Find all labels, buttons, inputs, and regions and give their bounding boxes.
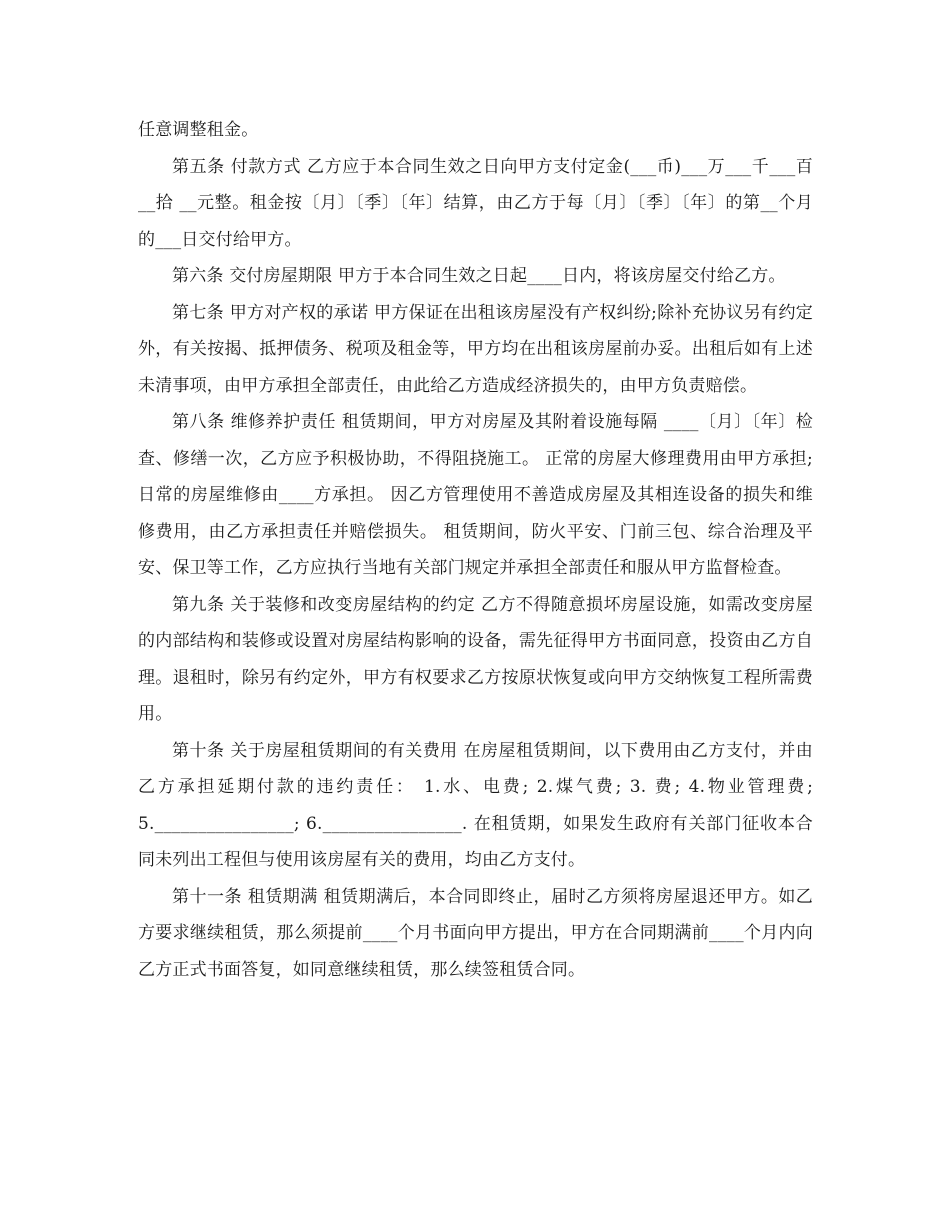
paragraph-continuation: 任意调整租金。: [138, 120, 259, 140]
paragraph-article-6-delivery: 第六条 交付房屋期限 甲方于本合同生效之日起____日内，将该房屋交付给乙方。: [172, 266, 786, 286]
paragraph-article-7-property-rights: 第七条 甲方对产权的承诺 甲方保证在出租该房屋没有产权纠纷;除补充协议另有约定外，有关按揭、抵押债务、税项及租金等，甲方均在出租该房屋前办妥。出租后如有上述未清事项，由甲方承担全部责任，由此给乙方造成经济损失的，由甲方负责赔偿。: [138, 302, 813, 396]
paragraph-article-8-maintenance: 第八条 维修养护责任 租赁期间，甲方对房屋及其附着设施每隔 ____〔月〕〔年〕检查、修缮一次，乙方应予积极协助，不得阻挠施工。 正常的房屋大修理费用由甲方承担;日常的房屋维修由____方承担。 因乙方管理使用不善造成房屋及其相连设备的损失和维修费用，由乙方承担责任并赔偿损失。 租赁期间，防火平安、门前三包、综合治理及平安、保卫等工作，乙方应执行当地有关部门规定并承担全部责任和服从甲方监督检查。: [138, 412, 813, 578]
paragraph-article-9-renovation: 第九条 关于装修和改变房屋结构的约定 乙方不得随意损坏房屋设施，如需改变房屋的内部结构和装修或设置对房屋结构影响的设备，需先征得甲方书面同意，投资由乙方自理。退租时，除另有约定外，甲方有权要求乙方按原状恢复或向甲方交纳恢复工程所需费用。: [138, 594, 813, 724]
paragraph-article-11-expiry: 第十一条 租赁期满 租赁期满后，本合同即终止，届时乙方须将房屋退还甲方。如乙方要求继续租赁，那么须提前____个月书面向甲方提出，甲方在合同期满前____个月内向乙方正式书面答复，如同意继续租赁，那么续签租赁合同。: [138, 886, 813, 980]
document-body: [138, 112, 813, 988]
paragraph-article-5-payment: 第五条 付款方式 乙方应于本合同生效之日向甲方支付定金(___币)___万___千___百__拾 __元整。租金按〔月〕〔季〕〔年〕结算，由乙方于每〔月〕〔季〕〔年〕的第__个月的___日交付给甲方。: [138, 156, 813, 250]
paragraph-article-10-fees: 第十条 关于房屋租赁期间的有关费用 在房屋租赁期间，以下费用由乙方支付，并由乙方承担延期付款的违约责任： 1.水、电费; 2.煤气费; 3. 费; 4.物业管理费; 5.________________; 6.________________. 在租赁期，如果发生政府有关部门征收本合同未列出工程但与使用该房屋有关的费用，均由乙方支付。: [138, 740, 813, 870]
